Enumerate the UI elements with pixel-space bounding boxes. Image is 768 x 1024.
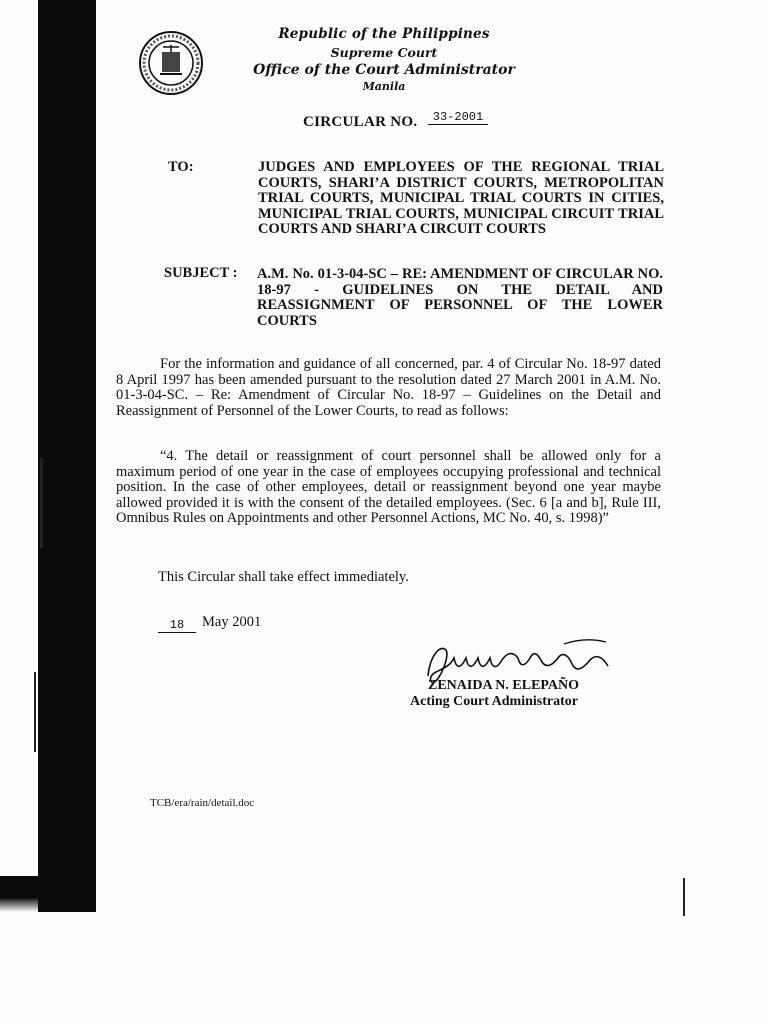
subject-label: SUBJECT : xyxy=(164,265,238,281)
date-month-year: May 2001 xyxy=(202,614,262,630)
signatory-name: ZENAIDA N. ELEPAÑO xyxy=(428,678,580,693)
letterhead-office: Office of the Court Administrator xyxy=(253,62,515,78)
to-label: TO: xyxy=(168,159,194,175)
signatory-title: Acting Court Administrator xyxy=(410,694,578,709)
circular-label: CIRCULAR NO. xyxy=(303,114,418,130)
body-paragraph: For the information and guidance of all concerned, par. 4 of Circular No. 18-97 dated 8 April 1997 has been amended pursuant to the resolution dated 27 March 2001 in A.M. No. 01-3-04-SC. – Re: Amendment of Circular No. 18-97 – Guidelines on the Detail and Reassignment of Personnel of the Lower Courts, to read as follows: xyxy=(116,356,661,419)
letterhead-city: Manila xyxy=(362,80,406,93)
circular-number: 33-2001 xyxy=(428,110,488,125)
scan-dark-edge xyxy=(38,0,96,912)
to-recipients: JUDGES AND EMPLOYEES OF THE REGIONAL TRIAL COURTS, SHARI’A DISTRICT COURTS, METROPOLITAN TRIAL COURTS, MUNICIPAL TRIAL COURTS IN CITIES, MUNICIPAL TRIAL COURTS, MUNICIPAL CIRCUIT TRIAL COURTS AND SHARI’A CIRCUIT COURTS xyxy=(258,159,664,237)
letterhead-court: Supreme Court xyxy=(330,45,438,60)
scan-mark xyxy=(40,458,43,548)
scan-mark xyxy=(683,878,685,916)
subject-text: A.M. No. 01-3-04-SC – RE: AMENDMENT OF CIRCULAR NO. 18-97 - GUIDELINES ON THE DETAIL AND REASSIGNMENT OF PERSONNEL OF THE LOWER COURTS xyxy=(257,266,663,329)
scan-mark xyxy=(34,672,36,752)
date-day: 18 xyxy=(158,618,196,633)
file-reference: TCB/era/rain/detail.doc xyxy=(150,797,255,809)
effectivity-statement: This Circular shall take effect immediately. xyxy=(158,569,409,585)
scan-edge-fade xyxy=(0,876,96,912)
letterhead-republic: Republic of the Philippines xyxy=(278,26,490,42)
quoted-amendment: “4. The detail or reassignment of court personnel shall be allowed only for a maximum period of one year in the case of employees occupying professional and technical position. In the case of other employees, detail or reassignment beyond one year maybe allowed provided it is with the consent of the detailed employees. (Sec. 6 [a and b], Rule III, Omnibus Rules on Appointments and other Personnel Actions, MC No. 40, s. 1998)” xyxy=(116,448,661,526)
